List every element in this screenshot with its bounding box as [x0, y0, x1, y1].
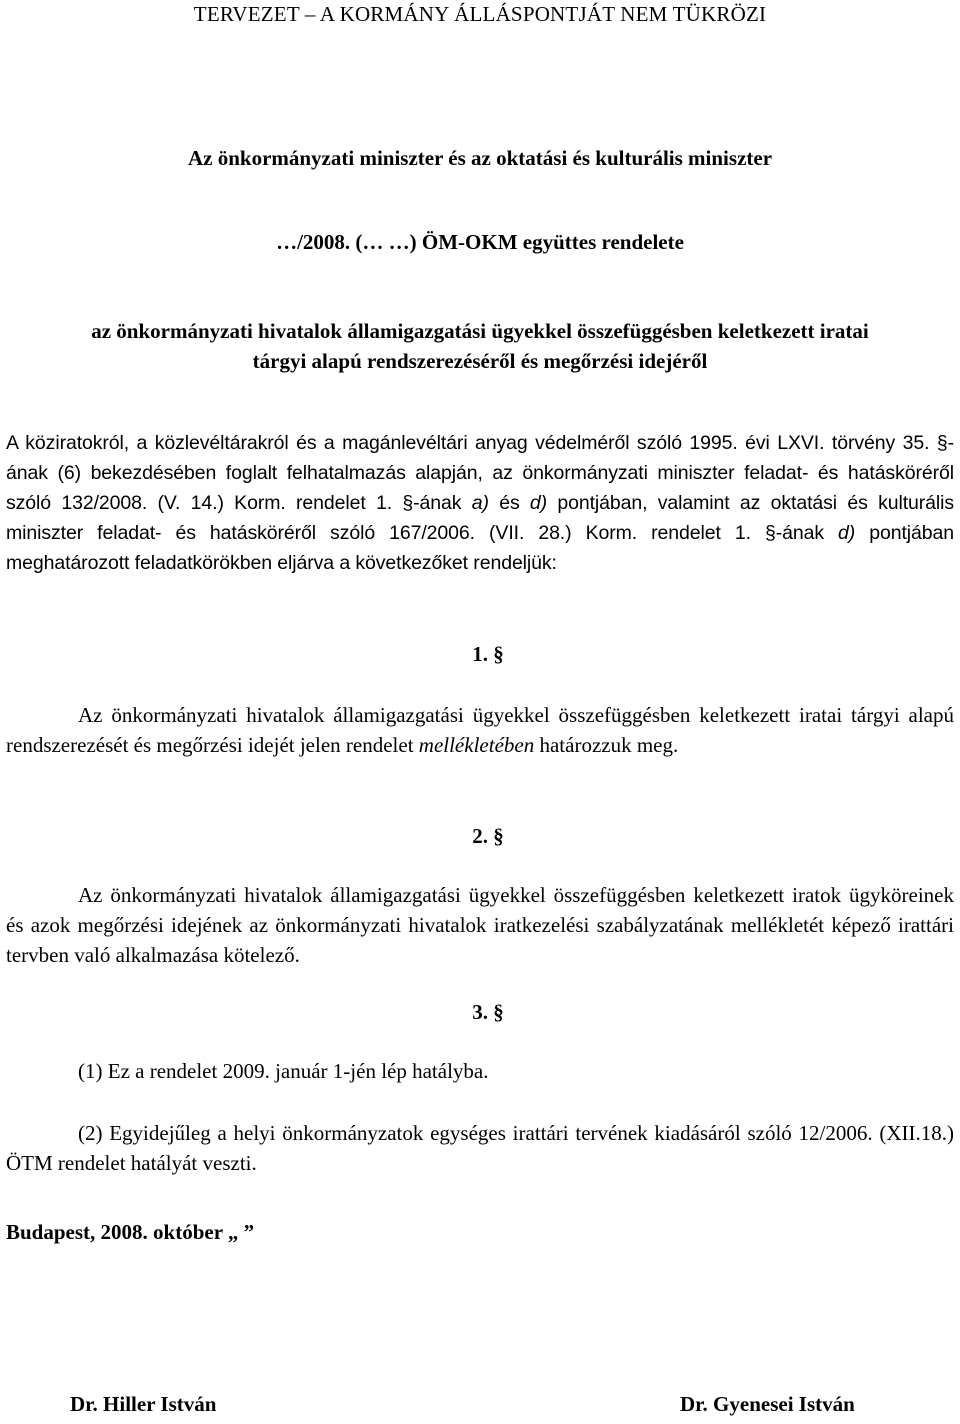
- section-3-para2: (2) Egyidejűleg a helyi önkormányzatok egységes irattári tervének kiadásáról szóló 12/2006. (XII.18.) ÖTM rendelet hatályát veszti.: [6, 1121, 954, 1175]
- section-1-text-after: határozzuk meg.: [534, 733, 679, 757]
- decree-title-line1: az önkormányzati hivatalok államigazgatási ügyekkel összefüggésben keletkezett iratai: [91, 319, 869, 343]
- decree-title: [0, 316, 960, 376]
- preamble-point-a: a): [471, 492, 489, 514]
- preamble-point-d1: d): [529, 492, 548, 514]
- decree-number: …/2008. (… …) ÖM-OKM együttes rendelete: [276, 230, 684, 254]
- issuers-heading: Az önkormányzati miniszter és az oktatási és kulturális miniszter: [187, 146, 773, 170]
- preamble-part2: és: [488, 492, 530, 514]
- draft-notice-header: TERVEZET – A KORMÁNY ÁLLÁSPONTJÁT NEM TÜKRÖZI: [193, 2, 767, 26]
- section-1-text-before: Az önkormányzati hivatalok államigazgatási ügyekkel összefüggésben keletkezett iratai tárgyi alapú rendszerezését és megőrzési idejét jelen rendelet: [6, 703, 954, 757]
- section-2-text: Az önkormányzati hivatalok államigazgatási ügyekkel összefüggésben keletkezett iratok ügyköreinek és azok megőrzési idejének az önkormányzati hivatalok iratkezelési szabályzatának mellékletét képező irattári tervben való alkalmazása kötelező.: [6, 883, 954, 967]
- section-3-para1: (1) Ez a rendelet 2009. január 1-jén lép hatályba.: [78, 1059, 489, 1083]
- section-2-number: 2. §: [472, 824, 504, 848]
- section-1-text-italic: mellékletében: [418, 733, 535, 757]
- preamble-part4: pontjában meghatározott feladatkörökben eljárva a következőket rendeljük:: [6, 522, 954, 574]
- decree-title-line2: tárgyi alapú rendszerezéséről és megőrzési idejéről: [252, 349, 708, 373]
- section-1-number: 1. §: [472, 642, 504, 666]
- preamble-part1: A köziratokról, a közlevéltárakról és a magánlevéltári anyag védelméről szóló 1995. évi LXVI. törvény 35. §-ának (6) bekezdésében foglalt felhatalmazás alapján, az önkormányzati miniszter feladat- és hatásköréről szóló 132/2008. (V. 14.) Korm. rendelet 1. §-ának: [6, 432, 954, 514]
- preamble-part3: pontjában, valamint az oktatási és kulturális miniszter feladat- és hatásköréről szóló 167/2006. (VII. 28.) Korm. rendelet 1. §-ának: [6, 492, 955, 544]
- section-1-text: [6, 700, 954, 760]
- signature-right: Dr. Gyenesei István: [680, 1392, 855, 1416]
- signature-left: Dr. Hiller István: [70, 1392, 217, 1416]
- section-3-number: 3. §: [472, 1000, 504, 1024]
- preamble: [6, 428, 954, 578]
- preamble-point-d2: d): [838, 522, 856, 544]
- place-date: Budapest, 2008. október „ ”: [6, 1220, 255, 1244]
